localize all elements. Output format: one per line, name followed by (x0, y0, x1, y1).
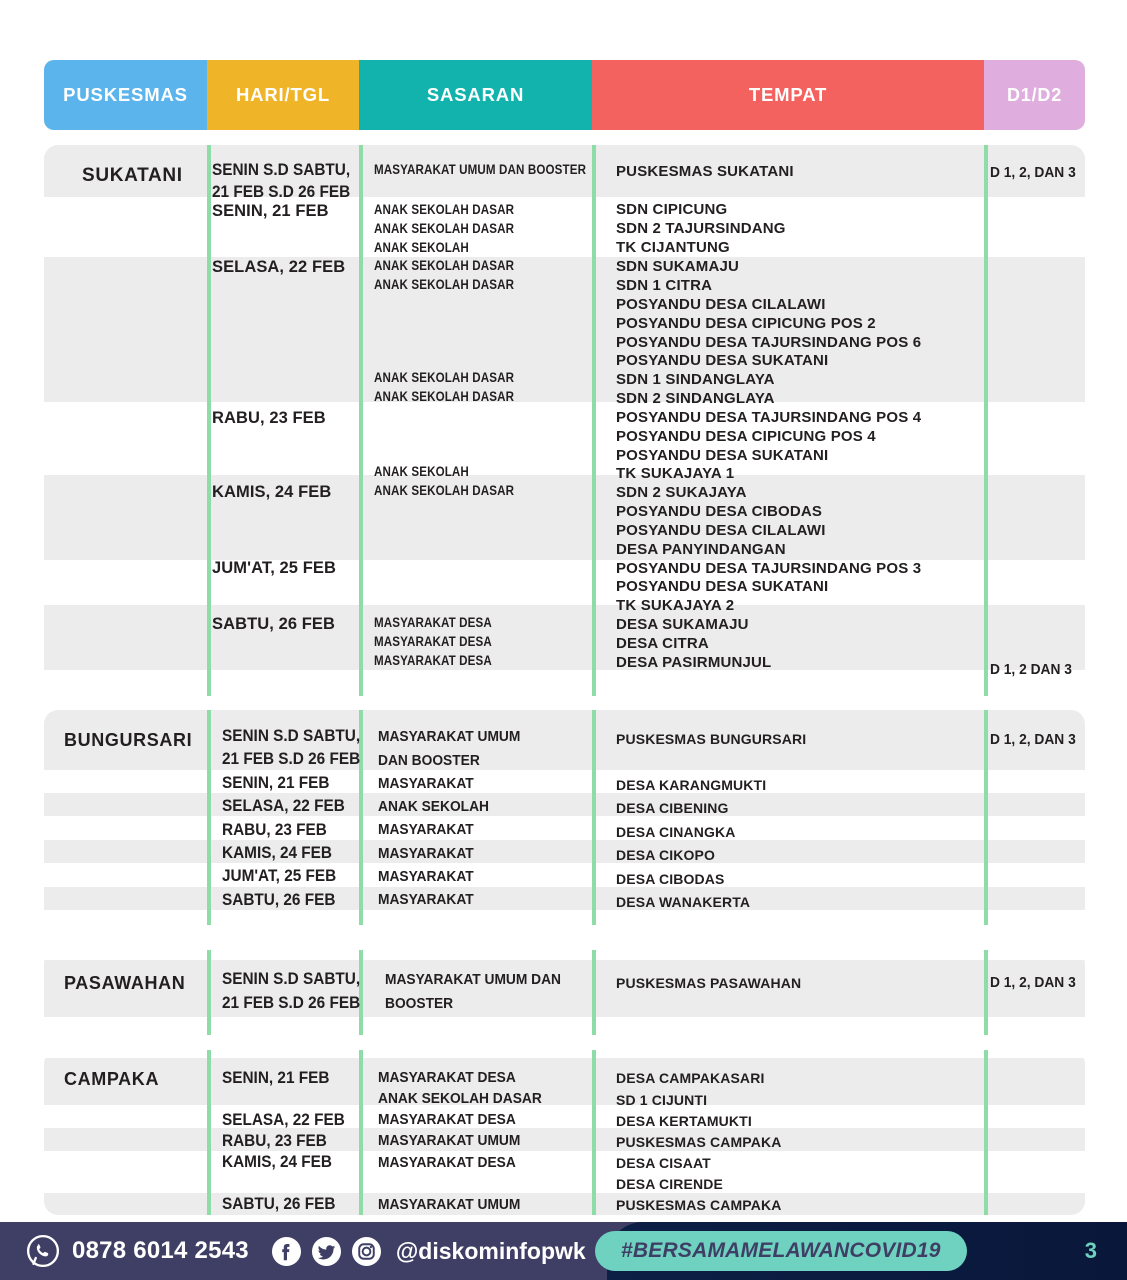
tempat-line: SDN 1 SINDANGLAYA (616, 371, 775, 388)
tempat-line: SDN 1 CITRA (616, 277, 713, 294)
tempat-line: DESA CIRENDE (616, 1176, 723, 1192)
tempat-line: POSYANDU DESA SUKATANI (616, 447, 829, 464)
row-stripes (44, 950, 1085, 1035)
column-divider-2 (359, 950, 363, 1035)
sasaran-line: MASYARAKAT DESA (374, 615, 492, 630)
hari-line: SABTU, 26 FEB (222, 1195, 336, 1213)
tempat-line: DESA SUKAMAJU (616, 616, 749, 633)
puskesmas-name: BUNGURSARI (64, 730, 193, 750)
tempat-line: DESA PANYINDANGAN (616, 541, 786, 558)
sasaran-line: ANAK SEKOLAH DASAR (374, 370, 515, 385)
tempat-line: DESA WANAKERTA (616, 894, 751, 910)
header-cell-haritgl: HARI/TGL (207, 60, 359, 130)
tempat-line: PUSKESMAS PASAWAHAN (616, 975, 802, 991)
puskesmas-name: SUKATANI (82, 165, 183, 186)
phone-number: 0878 6014 2543 (72, 1237, 249, 1264)
hari-line: SENIN S.D SABTU, (222, 970, 361, 988)
tempat-line: DESA KERTAMUKTI (616, 1113, 752, 1129)
whatsapp-icon[interactable] (26, 1234, 60, 1268)
header-cell-d1d2: D1/D2 (984, 60, 1085, 130)
tempat-line: TK SUKAJAYA 2 (616, 597, 735, 614)
tempat-line: POSYANDU DESA TAJURSINDANG POS 3 (616, 560, 922, 577)
tempat-line: PUSKESMAS BUNGURSARI (616, 731, 807, 747)
hari-line: SENIN, 21 FEB (212, 202, 329, 220)
tempat-line: POSYANDU DESA CILALAWI (616, 296, 826, 313)
sasaran-line: MASYARAKAT DESA (374, 634, 492, 649)
dosis-value: D 1, 2, DAN 3 (990, 732, 1076, 748)
tempat-line: POSYANDU DESA CIBODAS (616, 503, 823, 520)
hari-line: SELASA, 22 FEB (222, 1111, 345, 1129)
tempat-line: SDN SUKAMAJU (616, 258, 740, 275)
sasaran-line: MASYARAKAT UMUM (378, 1133, 521, 1149)
sasaran-line: ANAK SEKOLAH DASAR (374, 221, 515, 236)
hari-line: 21 FEB S.D 26 FEB (222, 994, 361, 1012)
sasaran-line: ANAK SEKOLAH (378, 799, 489, 815)
sasaran-line: MASYARAKAT UMUM DAN BOOSTER (374, 162, 587, 177)
sasaran-line: MASYARAKAT UMUM DAN (385, 972, 562, 988)
column-divider-4 (984, 710, 988, 925)
tempat-line: PUSKESMAS CAMPAKA (616, 1134, 782, 1150)
column-divider-3 (592, 950, 596, 1035)
table-block-sukatani (44, 145, 1085, 696)
twitter-icon[interactable] (311, 1236, 342, 1267)
column-divider-3 (592, 145, 596, 696)
facebook-icon[interactable] (271, 1236, 302, 1267)
header-cell-puskesmas: PUSKESMAS (44, 60, 207, 130)
tempat-line: POSYANDU DESA SUKATANI (616, 578, 829, 595)
tempat-line: PUSKESMAS SUKATANI (616, 163, 794, 180)
column-divider-2 (359, 145, 363, 696)
sasaran-line: MASYARAKAT UMUM (378, 1197, 521, 1213)
instagram-icon[interactable] (351, 1236, 382, 1267)
tempat-line: SDN 2 TAJURSINDANG (616, 220, 786, 237)
table-header (44, 60, 1085, 130)
puskesmas-name: CAMPAKA (64, 1069, 160, 1089)
puskesmas-name: PASAWAHAN (64, 973, 186, 993)
dosis-value: D 1, 2, DAN 3 (990, 165, 1076, 181)
tempat-line: SD 1 CIJUNTI (616, 1092, 708, 1108)
sasaran-line: ANAK SEKOLAH (374, 464, 469, 479)
header-cell-sasaran: SASARAN (359, 60, 592, 130)
tempat-line: POSYANDU DESA TAJURSINDANG POS 6 (616, 334, 922, 351)
column-divider-4 (984, 1050, 988, 1215)
table-block-campaka (44, 1050, 1085, 1215)
table-block-bungursari (44, 710, 1085, 925)
sasaran-line: ANAK SEKOLAH DASAR (374, 277, 515, 292)
sasaran-line: MASYARAKAT DESA (378, 1155, 516, 1171)
sasaran-line: ANAK SEKOLAH DASAR (374, 389, 515, 404)
hari-line: JUM'AT, 25 FEB (222, 867, 337, 885)
sasaran-line: MASYARAKAT DESA (378, 1112, 516, 1128)
hari-line: SENIN S.D SABTU, (222, 727, 361, 745)
column-divider-4 (984, 950, 988, 1035)
tempat-line: SDN 2 SUKAJAYA (616, 484, 747, 501)
hari-line: SABTU, 26 FEB (222, 891, 336, 909)
tempat-line: POSYANDU DESA SUKATANI (616, 352, 829, 369)
hari-line: KAMIS, 24 FEB (222, 844, 333, 862)
hari-line: RABU, 23 FEB (212, 409, 326, 427)
tempat-line: POSYANDU DESA CILALAWI (616, 522, 826, 539)
sasaran-line: MASYARAKAT DESA (374, 653, 492, 668)
hari-line: SELASA, 22 FEB (222, 797, 345, 815)
tempat-line: DESA KARANGMUKTI (616, 777, 767, 793)
sasaran-line: MASYARAKAT (378, 846, 474, 862)
sasaran-line: ANAK SEKOLAH DASAR (378, 1091, 542, 1107)
hari-line: SENIN, 21 FEB (222, 1069, 330, 1087)
dosis-value: D 1, 2 DAN 3 (990, 662, 1072, 678)
column-divider-4 (984, 145, 988, 696)
sasaran-line: ANAK SEKOLAH (374, 240, 469, 255)
sasaran-line: MASYARAKAT DESA (378, 1070, 516, 1086)
row-stripes (44, 1050, 1085, 1215)
table-block-pasawahan (44, 950, 1085, 1035)
hari-line: JUM'AT, 25 FEB (212, 559, 336, 577)
hashtag-pill: #BERSAMAMELAWANCOVID19 (595, 1231, 967, 1271)
tempat-line: POSYANDU DESA CIPICUNG POS 2 (616, 315, 876, 332)
column-divider-1 (207, 145, 211, 696)
dosis-value: D 1, 2, DAN 3 (990, 975, 1076, 991)
tempat-line: DESA CISAAT (616, 1155, 711, 1171)
tempat-line: DESA CINANGKA (616, 824, 736, 840)
tempat-line: PUSKESMAS CAMPAKA (616, 1197, 782, 1213)
tempat-line: POSYANDU DESA CIPICUNG POS 4 (616, 428, 876, 445)
hari-line: SENIN, 21 FEB (222, 774, 330, 792)
social-icons (271, 1236, 382, 1267)
hari-line: RABU, 23 FEB (222, 821, 327, 839)
tempat-line: DESA CIKOPO (616, 847, 716, 863)
hari-line: SELASA, 22 FEB (212, 258, 346, 276)
sasaran-line: MASYARAKAT (378, 776, 474, 792)
column-divider-1 (207, 710, 211, 925)
sasaran-line: MASYARAKAT (378, 869, 474, 885)
tempat-line: DESA CITRA (616, 635, 709, 652)
column-divider-3 (592, 710, 596, 925)
sasaran-line: MASYARAKAT (378, 892, 474, 908)
hari-line: SENIN S.D SABTU, (212, 161, 351, 179)
column-divider-1 (207, 1050, 211, 1215)
hari-line: RABU, 23 FEB (222, 1132, 327, 1150)
sasaran-line: DAN BOOSTER (378, 753, 480, 769)
tempat-line: DESA CIBODAS (616, 871, 725, 887)
column-divider-3 (592, 1050, 596, 1215)
header-cell-tempat: TEMPAT (592, 60, 984, 130)
hari-line: 21 FEB S.D 26 FEB (222, 750, 361, 768)
tempat-line: POSYANDU DESA TAJURSINDANG POS 4 (616, 409, 922, 426)
sasaran-line: ANAK SEKOLAH DASAR (374, 258, 515, 273)
tempat-line: DESA CIBENING (616, 800, 729, 816)
tempat-line: DESA PASIRMUNJUL (616, 654, 772, 671)
sasaran-line: ANAK SEKOLAH DASAR (374, 202, 515, 217)
column-divider-1 (207, 950, 211, 1035)
sasaran-line: BOOSTER (385, 996, 454, 1012)
sasaran-line: ANAK SEKOLAH DASAR (374, 483, 515, 498)
tempat-line: TK SUKAJAYA 1 (616, 465, 735, 482)
tempat-line: DESA CAMPAKASARI (616, 1070, 765, 1086)
hari-line: 21 FEB S.D 26 FEB (212, 183, 351, 201)
tempat-line: SDN 2 SINDANGLAYA (616, 390, 775, 407)
social-handle: @diskominfopwk (395, 1237, 586, 1264)
column-divider-2 (359, 1050, 363, 1215)
row-stripes (44, 710, 1085, 925)
sasaran-column (364, 145, 592, 696)
sasaran-line: MASYARAKAT UMUM (378, 729, 521, 745)
hari-line: SABTU, 26 FEB (212, 615, 336, 633)
sasaran-line: MASYARAKAT (378, 822, 474, 838)
tempat-line: TK CIJANTUNG (616, 239, 730, 256)
hari-line: KAMIS, 24 FEB (222, 1153, 333, 1171)
page-number: 3 (1084, 1238, 1097, 1263)
hari-line: KAMIS, 24 FEB (212, 483, 332, 501)
tempat-line: SDN CIPICUNG (616, 201, 728, 218)
